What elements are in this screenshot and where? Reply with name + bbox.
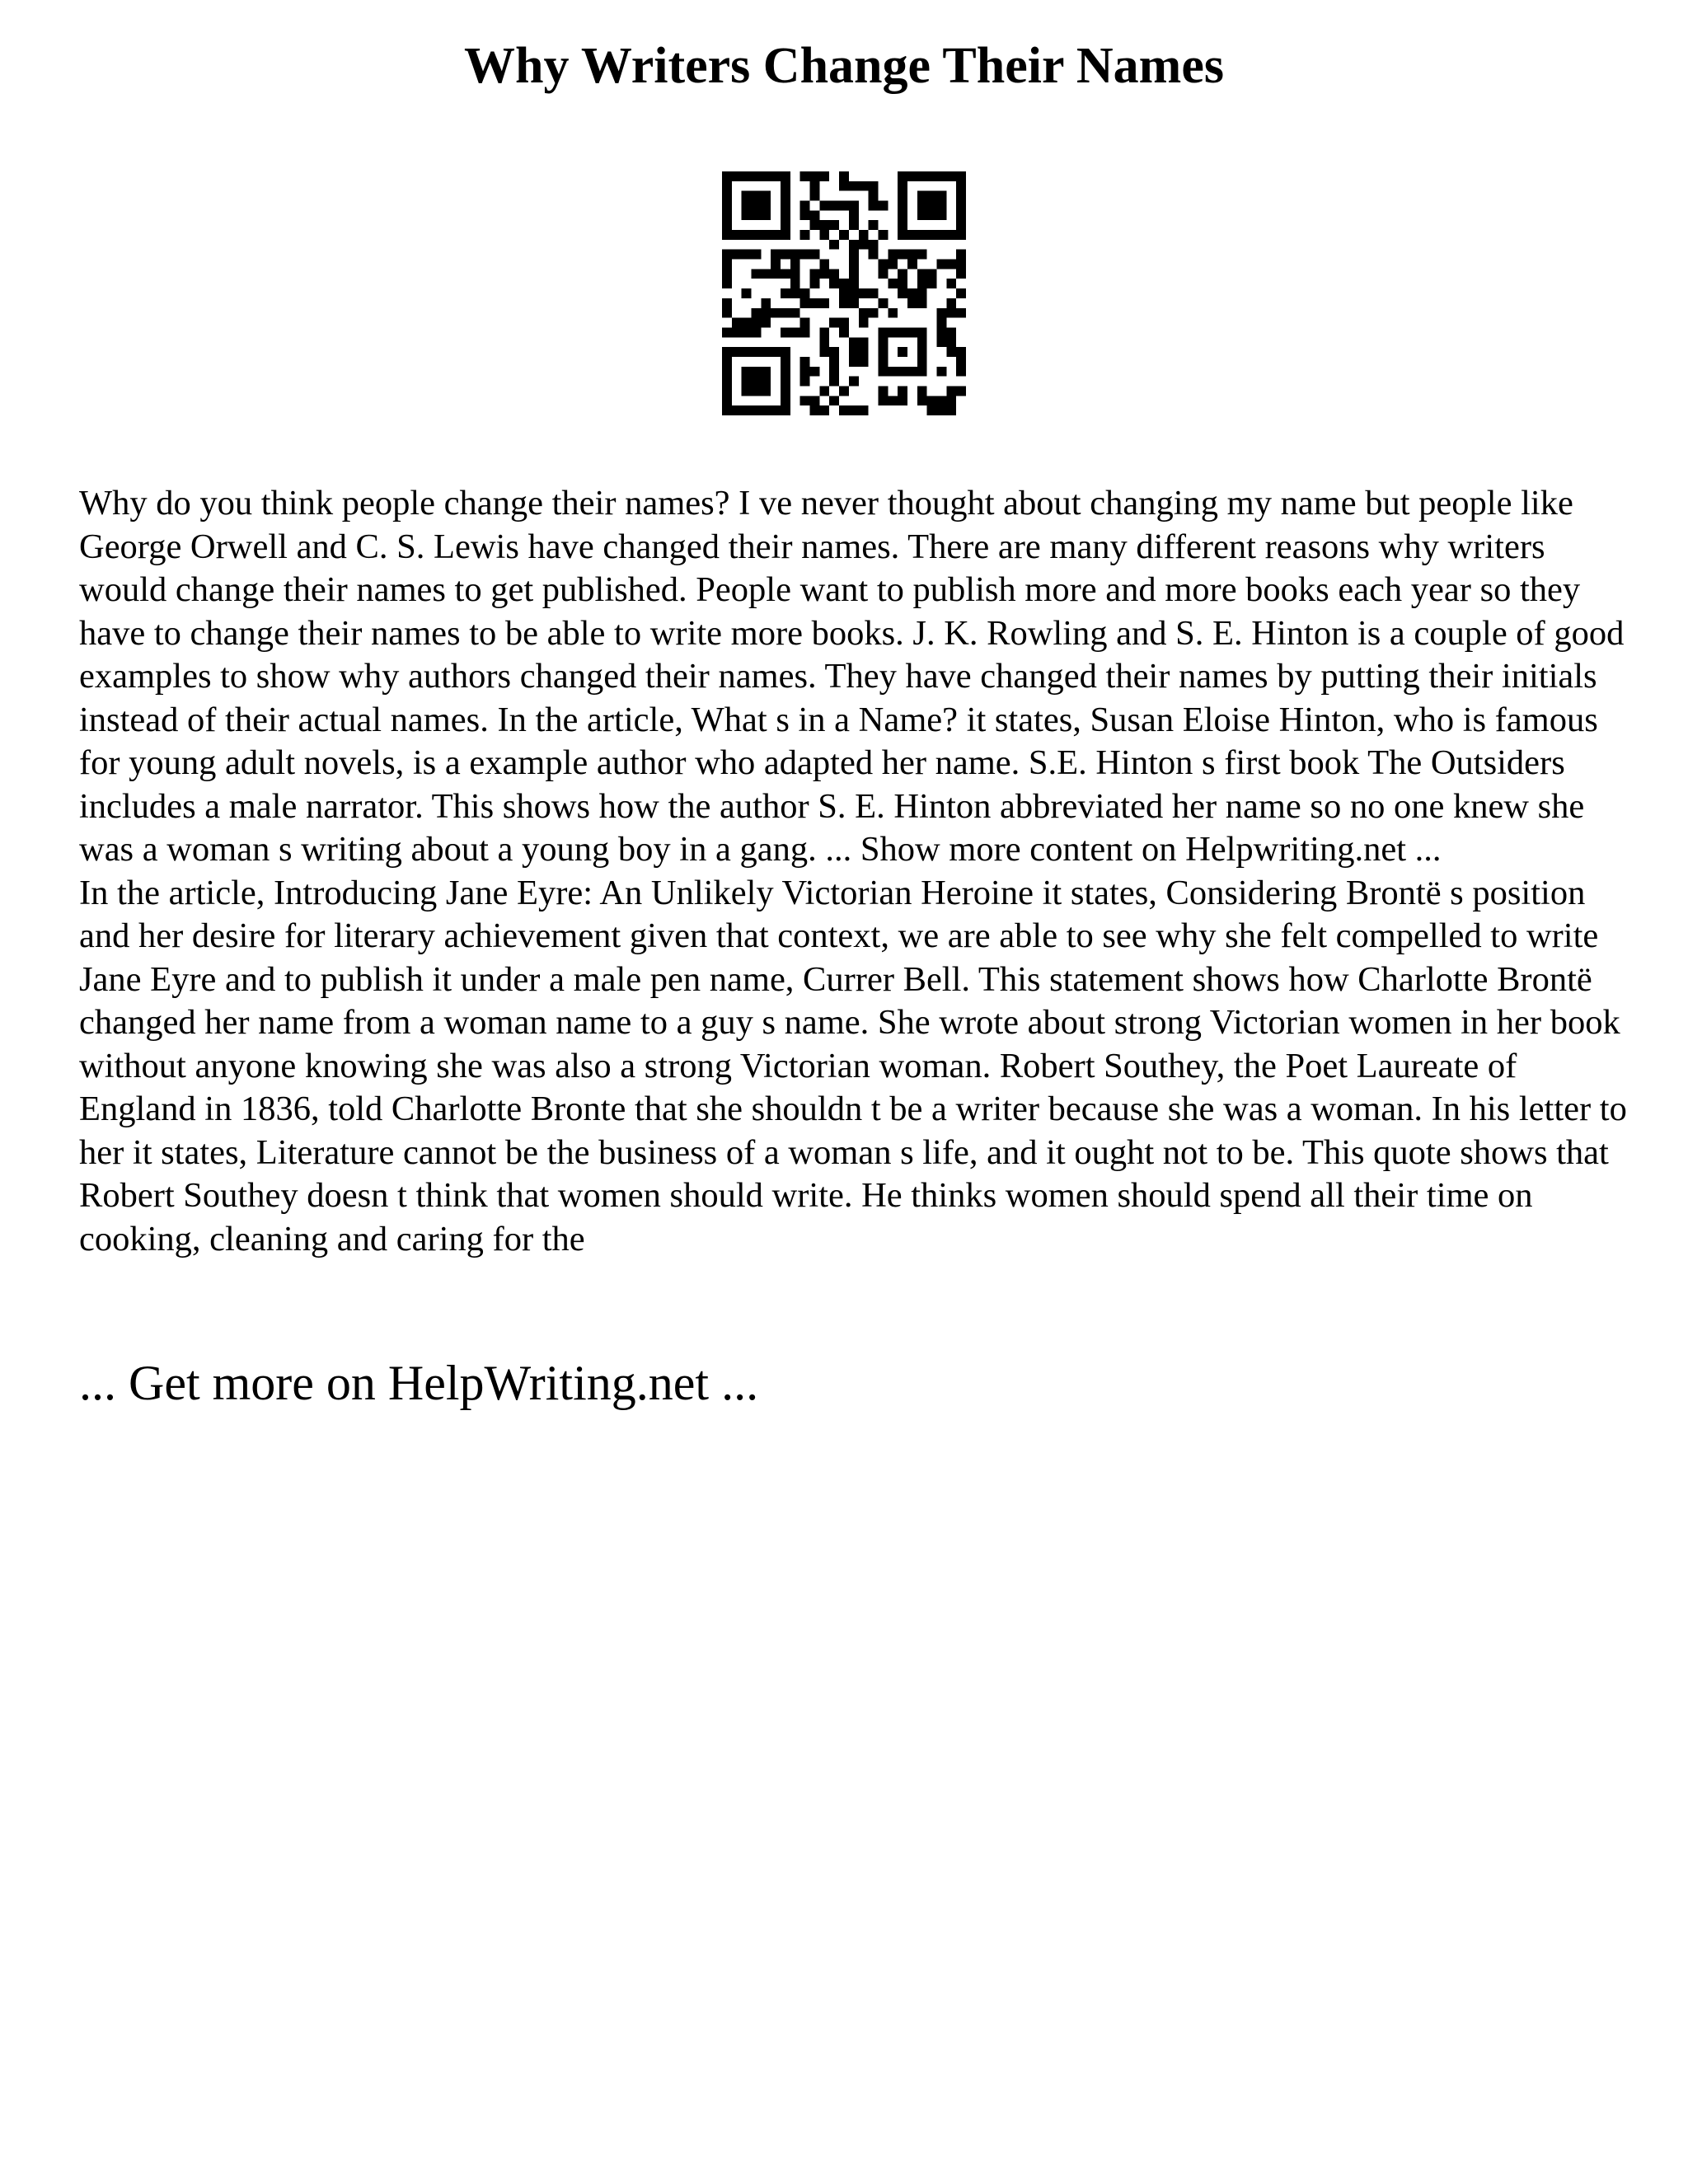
article-body [79, 482, 1629, 1261]
get-more-link[interactable]: ... Get more on HelpWriting.net ... [79, 1356, 759, 1410]
body-paragraph: Why do you think people change their names? I ve never thought about changing my name but people like George Orwell and C. S. Lewis have changed their names. There are many different reasons why writers would change their names to get published. People want to publish more and more books each year so they have to change their names to be able to write more books. J. K. Rowling and S. E. Hinton is a couple of good examples to show why authors changed their names. They have changed their names by putting their initials instead of their actual names. In the article, What s in a Name? it states, Susan Eloise Hinton, who is famous for young adult novels, is a example author who adapted her name. S.E. Hinton s first book The Outsiders includes a male narrator. This shows how the author S. E. Hinton abbreviated her name so no one knew she was a woman s writing about a young boy in a gang. ... Show more content on Helpwriting.net ... [79, 484, 1625, 869]
body-paragraph: In the article, Introducing Jane Eyre: An Unlikely Victorian Heroine it states, Considering Brontë s position and her desire for literary achievement given that context, we are able to see why she felt compelled to write Jane Eyre and to publish it under a male pen name, Currer Bell. This statement shows how Charlotte Brontë changed her name from a woman name to a guy s name. She wrote about strong Victorian women in her book without anyone knowing she was also a strong Victorian woman. Robert Southey, the Poet Laureate of England in 1836, told Charlotte Bronte that she shouldn t be a writer because she was a woman. In his letter to her it states, Literature cannot be the business of a woman s life, and it ought not to be. This quote shows that Robert Southey doesn t think that women should write. He thinks women should spend all their time on cooking, cleaning and caring for the [79, 873, 1627, 1258]
document-title: Why Writers Change Their Names [464, 38, 1224, 94]
qr-code-icon [722, 171, 966, 415]
